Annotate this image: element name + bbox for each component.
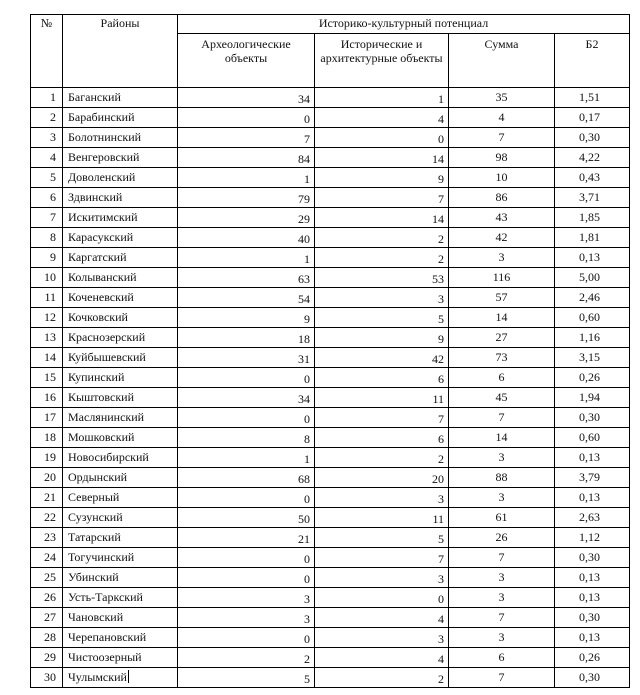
table-row [31,428,630,448]
archaeological-count: 34 [178,88,315,108]
district-name: Болотнинский [63,128,178,148]
row-number: 12 [31,308,63,328]
header-archaeological: Археологические объекты [178,34,315,88]
header-district: Районы [63,15,178,88]
table-row [31,328,630,348]
row-number: 20 [31,468,63,488]
b2-value: 1,85 [555,208,630,228]
historical-count: 4 [315,108,449,128]
historical-count: 3 [315,568,449,588]
b2-value: 1,94 [555,388,630,408]
table-row [31,88,630,108]
row-number: 23 [31,528,63,548]
historical-count: 0 [315,128,449,148]
sum-value: 7 [449,608,555,628]
sum-value: 6 [449,368,555,388]
archaeological-count: 40 [178,228,315,248]
b2-value: 0,43 [555,168,630,188]
district-name: Колыванский [63,268,178,288]
sum-value: 7 [449,128,555,148]
district-name: Купинский [63,368,178,388]
table-row [31,668,630,688]
district-name: Каргатский [63,248,178,268]
district-name: Чановский [63,608,178,628]
historical-count: 5 [315,528,449,548]
b2-value: 2,63 [555,508,630,528]
district-name: Мошковский [63,428,178,448]
row-number: 16 [31,388,63,408]
document-page [30,14,630,688]
table-row [31,508,630,528]
historical-count: 3 [315,628,449,648]
historical-count: 4 [315,608,449,628]
row-number: 27 [31,608,63,628]
sum-value: 3 [449,628,555,648]
sum-value: 14 [449,428,555,448]
table-row [31,188,630,208]
b2-value: 0,26 [555,648,630,668]
historical-count: 6 [315,428,449,448]
sum-value: 116 [449,268,555,288]
historical-count: 14 [315,208,449,228]
sum-value: 57 [449,288,555,308]
b2-value: 0,13 [555,488,630,508]
table-row [31,548,630,568]
archaeological-count: 29 [178,208,315,228]
historical-count: 11 [315,508,449,528]
archaeological-count: 50 [178,508,315,528]
archaeological-count: 0 [178,628,315,648]
archaeological-count: 68 [178,468,315,488]
sum-value: 4 [449,108,555,128]
row-number: 14 [31,348,63,368]
district-name: Карасукский [63,228,178,248]
sum-value: 45 [449,388,555,408]
b2-value: 0,17 [555,108,630,128]
b2-value: 0,30 [555,548,630,568]
district-name: Коченевский [63,288,178,308]
archaeological-count: 63 [178,268,315,288]
cultural-potential-table [30,14,630,688]
row-number: 24 [31,548,63,568]
archaeological-count: 84 [178,148,315,168]
historical-count: 2 [315,228,449,248]
archaeological-count: 0 [178,548,315,568]
b2-value: 1,81 [555,228,630,248]
header-historical: Исторические и архитектурные объекты [315,34,449,88]
archaeological-count: 18 [178,328,315,348]
row-number: 22 [31,508,63,528]
district-name: Черепановский [63,628,178,648]
historical-count: 2 [315,668,449,688]
row-number: 6 [31,188,63,208]
district-name: Кочковский [63,308,178,328]
sum-value: 26 [449,528,555,548]
archaeological-count: 1 [178,448,315,468]
district-name: Маслянинский [63,408,178,428]
row-number: 25 [31,568,63,588]
row-number: 2 [31,108,63,128]
historical-count: 3 [315,288,449,308]
archaeological-count: 7 [178,128,315,148]
table-row [31,148,630,168]
sum-value: 3 [449,568,555,588]
table-row [31,488,630,508]
b2-value: 3,79 [555,468,630,488]
table-row [31,248,630,268]
row-number: 5 [31,168,63,188]
text-caret [128,670,129,683]
archaeological-count: 9 [178,308,315,328]
district-name: Усть-Таркский [63,588,178,608]
historical-count: 7 [315,548,449,568]
row-number: 21 [31,488,63,508]
historical-count: 0 [315,588,449,608]
historical-count: 2 [315,248,449,268]
sum-value: 7 [449,668,555,688]
row-number: 10 [31,268,63,288]
b2-value: 0,30 [555,128,630,148]
b2-value: 3,71 [555,188,630,208]
b2-value: 0,60 [555,428,630,448]
table-row [31,608,630,628]
table-row [31,168,630,188]
table-row [31,408,630,428]
b2-value: 0,13 [555,248,630,268]
district-name: Кыштовский [63,388,178,408]
sum-value: 73 [449,348,555,368]
table-row [31,568,630,588]
historical-count: 7 [315,408,449,428]
archaeological-count: 2 [178,648,315,668]
historical-count: 9 [315,328,449,348]
b2-value: 3,15 [555,348,630,368]
archaeological-count: 0 [178,568,315,588]
table-row [31,388,630,408]
archaeological-count: 31 [178,348,315,368]
district-name: Доволенский [63,168,178,188]
historical-count: 20 [315,468,449,488]
historical-count: 14 [315,148,449,168]
row-number: 28 [31,628,63,648]
table-row [31,448,630,468]
table-row [31,588,630,608]
b2-value: 0,13 [555,588,630,608]
sum-value: 10 [449,168,555,188]
historical-count: 53 [315,268,449,288]
district-name: Убинский [63,568,178,588]
archaeological-count: 8 [178,428,315,448]
table-row [31,128,630,148]
table-row [31,208,630,228]
table-row [31,468,630,488]
sum-value: 7 [449,548,555,568]
row-number: 26 [31,588,63,608]
b2-value: 4,22 [555,148,630,168]
archaeological-count: 54 [178,288,315,308]
district-name: Тогучинский [63,548,178,568]
historical-count: 3 [315,488,449,508]
b2-value: 5,00 [555,268,630,288]
table-row [31,348,630,368]
sum-value: 98 [449,148,555,168]
district-name: Чулымский [63,668,178,688]
row-number: 29 [31,648,63,668]
sum-value: 14 [449,308,555,328]
sum-value: 61 [449,508,555,528]
historical-count: 9 [315,168,449,188]
historical-count: 5 [315,308,449,328]
b2-value: 0,30 [555,608,630,628]
row-number: 7 [31,208,63,228]
archaeological-count: 3 [178,588,315,608]
district-name: Искитимский [63,208,178,228]
historical-count: 6 [315,368,449,388]
archaeological-count: 0 [178,108,315,128]
header-b2: Б2 [555,34,630,88]
district-name: Краснозерский [63,328,178,348]
b2-value: 1,12 [555,528,630,548]
table-body [31,88,630,688]
table-row [31,528,630,548]
sum-value: 88 [449,468,555,488]
row-number: 19 [31,448,63,468]
b2-value: 0,30 [555,668,630,688]
archaeological-count: 3 [178,608,315,628]
row-number: 11 [31,288,63,308]
row-number: 3 [31,128,63,148]
sum-value: 86 [449,188,555,208]
sum-value: 3 [449,488,555,508]
b2-value: 2,46 [555,288,630,308]
district-name: Новосибирский [63,448,178,468]
archaeological-count: 1 [178,248,315,268]
row-number: 4 [31,148,63,168]
historical-count: 42 [315,348,449,368]
district-name: Куйбышевский [63,348,178,368]
sum-value: 35 [449,88,555,108]
header-number: № [31,15,63,88]
archaeological-count: 79 [178,188,315,208]
district-name: Чистоозерный [63,648,178,668]
archaeological-count: 1 [178,168,315,188]
b2-value: 1,16 [555,328,630,348]
sum-value: 3 [449,588,555,608]
header-potential: Историко-культурный потенциал [178,15,630,34]
historical-count: 4 [315,648,449,668]
sum-value: 42 [449,228,555,248]
b2-value: 0,13 [555,628,630,648]
district-name: Татарский [63,528,178,548]
sum-value: 3 [449,448,555,468]
district-name: Северный [63,488,178,508]
row-number: 30 [31,668,63,688]
district-name: Сузунский [63,508,178,528]
sum-value: 27 [449,328,555,348]
table-row [31,288,630,308]
row-number: 1 [31,88,63,108]
historical-count: 11 [315,388,449,408]
archaeological-count: 0 [178,408,315,428]
archaeological-count: 21 [178,528,315,548]
historical-count: 7 [315,188,449,208]
sum-value: 3 [449,248,555,268]
historical-count: 2 [315,448,449,468]
table-row [31,268,630,288]
sum-value: 6 [449,648,555,668]
b2-value: 0,30 [555,408,630,428]
row-number: 15 [31,368,63,388]
table-row [31,108,630,128]
b2-value: 0,26 [555,368,630,388]
archaeological-count: 0 [178,488,315,508]
header-sum: Сумма [449,34,555,88]
district-name: Баганский [63,88,178,108]
sum-value: 7 [449,408,555,428]
b2-value: 1,51 [555,88,630,108]
row-number: 17 [31,408,63,428]
table-row [31,648,630,668]
b2-value: 0,13 [555,568,630,588]
district-name: Барабинский [63,108,178,128]
b2-value: 0,13 [555,448,630,468]
sum-value: 43 [449,208,555,228]
row-number: 9 [31,248,63,268]
archaeological-count: 5 [178,668,315,688]
archaeological-count: 0 [178,368,315,388]
header-row-top [31,15,630,34]
row-number: 18 [31,428,63,448]
district-name: Здвинский [63,188,178,208]
district-name: Венгеровский [63,148,178,168]
table-row [31,368,630,388]
district-name: Ордынский [63,468,178,488]
archaeological-count: 34 [178,388,315,408]
table-row [31,228,630,248]
row-number: 8 [31,228,63,248]
b2-value: 0,60 [555,308,630,328]
table-row [31,628,630,648]
historical-count: 1 [315,88,449,108]
table-row [31,308,630,328]
row-number: 13 [31,328,63,348]
